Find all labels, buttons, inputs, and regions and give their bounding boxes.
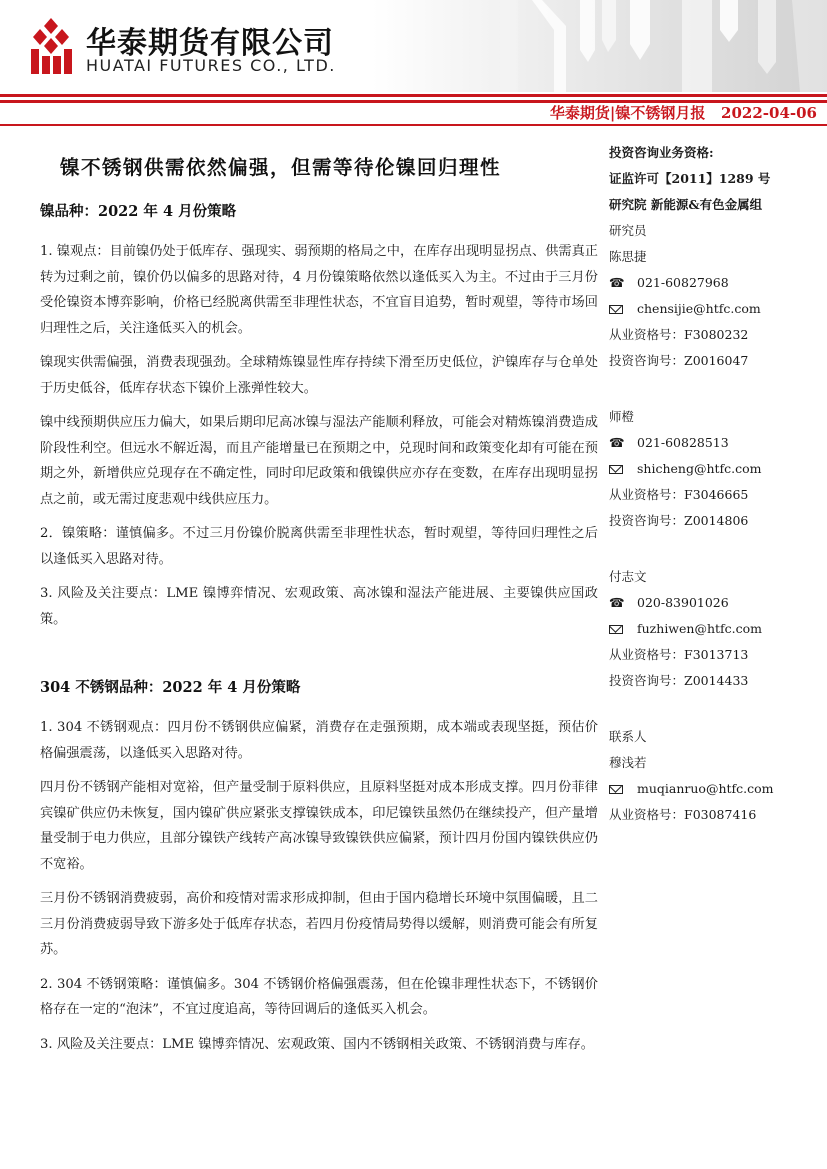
nickel-paragraph: 3. 风险及关注要点：LME 镍博弈情况、宏观政策、高冰镍和湿法产能进展、主要镍供应国政策。 bbox=[40, 586, 598, 627]
researcher-advisory: 投资咨询号： Z0014806 bbox=[609, 513, 749, 528]
researcher-cert: 从业资格号： F3013713 bbox=[609, 647, 749, 662]
email-icon bbox=[609, 465, 623, 474]
phone-icon: ☎ bbox=[609, 435, 625, 450]
brand-name-cn: 华泰期货有限公司 bbox=[86, 26, 334, 61]
stainless-paragraph: 四月份不锈钢产能相对宽裕，但产量受制于原料供应，且原料坚挺对成本形成支撑。四月份菲律宾镍矿供应仍未恢复，国内镍矿供应紧张支撑镍铁成本，印尼镍铁虽然仍在继续投产，但产量增量受制于电力供应，且部分镍铁产线转产高冰镍导致镍铁供应偏紧，预计四月份国内镍铁供应仍不宽裕。 bbox=[40, 780, 598, 872]
researcher-phone: ☎ 021-60827968 bbox=[609, 270, 819, 296]
stainless-paragraph: 三月份不锈钢消费疲弱，高价和疫情对需求形成抑制，但由于国内稳增长环境中氛围偏暖，且二三月份消费疲弱导致下游多处于低库存状态，若四月份疫情局势得以缓解，则消费可能会有所复苏。 bbox=[40, 891, 598, 957]
institute-name: 研究院 新能源&有色金属组 bbox=[609, 197, 763, 212]
researcher-phone: ☎ 020-83901026 bbox=[609, 590, 819, 616]
contact-label: 联系人 bbox=[609, 729, 647, 744]
main-content bbox=[40, 152, 598, 1066]
huatai-logo-icon bbox=[27, 18, 75, 74]
nickel-paragraph: 镍现实供需偏强，消费表现强劲。全球精炼镍显性库存持续下滑至历史低位，沪镍库存与仓单处于历史低谷，低库存状态下镍价上涨弹性较大。 bbox=[40, 355, 598, 396]
email-icon bbox=[609, 625, 623, 634]
nickel-paragraph: 2．镍策略：谨慎偏多。不过三月份镍价脱离供需至非理性状态，暂时观望，等待回归理性之后以逢低买入思路对待。 bbox=[40, 526, 598, 567]
email-link[interactable]: fuzhiwen@htfc.com bbox=[637, 621, 763, 636]
banner-rule-bottom bbox=[0, 124, 827, 126]
researcher-name: 付志文 bbox=[609, 569, 647, 584]
brand-name-en: HUATAI FUTURES CO., LTD. bbox=[86, 56, 336, 75]
researcher-role: 研究员 bbox=[609, 223, 647, 238]
contact-email bbox=[609, 776, 819, 802]
header bbox=[0, 0, 827, 92]
section-nickel-heading: 镍品种：2022 年 4 月份策略 bbox=[40, 203, 237, 220]
report-title: 镍不锈钢供需依然偏强，但需等待伦镍回归理性 bbox=[60, 156, 502, 179]
email-icon bbox=[609, 785, 623, 794]
researcher-advisory: 投资咨询号： Z0014433 bbox=[609, 673, 749, 688]
researcher-phone: ☎ 021-60828513 bbox=[609, 430, 819, 456]
researcher-cert: 从业资格号： F3046665 bbox=[609, 487, 749, 502]
email-icon bbox=[609, 305, 623, 314]
nickel-paragraph: 1. 镍观点：目前镍仍处于低库存、强现实、弱预期的格局之中，在库存出现明显拐点、供需真正转为过剩之前，镍价仍以偏多的思路对待，4 月份镍策略依然以逢低买入为主。不过由于三月份受伦镍资本博弈影响，价格已经脱离供需至非理性状态，不宜盲目追势，暂时观望，等待市场回归理性之后，关注逢低买入的机会。 bbox=[40, 244, 598, 336]
qualification-title: 投资咨询业务资格: bbox=[609, 145, 714, 160]
researcher-name: 师橙 bbox=[609, 409, 635, 424]
contact-name: 穆浅若 bbox=[609, 755, 647, 770]
analyst-sidebar bbox=[609, 140, 819, 828]
stainless-paragraph: 3. 风险及关注要点：LME 镍博弈情况、宏观政策、国内不锈钢相关政策、不锈钢消费与库存。 bbox=[40, 1036, 594, 1052]
stainless-paragraph: 2. 304 不锈钢策略：谨慎偏多。304 不锈钢价格偏强震荡，但在伦镍非理性状态下，不锈钢价格存在一定的“泡沫”，不宜过度追高，等待回调后的逢低买入机会。 bbox=[40, 976, 598, 1017]
license-number: 证监许可【2011】1289 号 bbox=[609, 171, 771, 186]
report-date: 2022-04-06 bbox=[721, 104, 817, 122]
report-type: 华泰期货|镍不锈钢月报 bbox=[549, 104, 706, 122]
researcher-email bbox=[609, 616, 819, 642]
email-link[interactable]: chensijie@htfc.com bbox=[637, 301, 761, 316]
phone-icon: ☎ bbox=[609, 275, 625, 290]
nickel-paragraph: 镍中线预期供应压力偏大，如果后期印尼高冰镍与湿法产能顺利释放，可能会对精炼镍消费造成阶段性利空。但远水不解近渴，而且产能增量已在预期之中，兑现时间和政策变化却有可能在预期之外，新增供应兑现存在不确定性，同时印尼政策和俄镍供应亦存在变数，在库存出现明显拐点之前，或无需过度悲观中线供应压力。 bbox=[40, 415, 598, 507]
researcher-name: 陈思捷 bbox=[609, 249, 647, 264]
contact-cert: 从业资格号： F03087416 bbox=[609, 807, 757, 822]
researcher-email bbox=[609, 456, 819, 482]
email-link[interactable]: muqianruo@htfc.com bbox=[637, 781, 774, 796]
banner-rule-top bbox=[0, 94, 827, 97]
researcher-cert: 从业资格号： F3080232 bbox=[609, 327, 749, 342]
header-decoration bbox=[420, 0, 827, 92]
section-stainless-heading: 304 不锈钢品种：2022 年 4 月份策略 bbox=[40, 679, 301, 696]
stainless-paragraph: 1. 304 不锈钢观点：四月份不锈钢供应偏紧，消费存在走强预期，成本端或表现坚挺，预估价格偏强震荡，以逢低买入思路对待。 bbox=[40, 720, 598, 761]
researcher-email bbox=[609, 296, 819, 322]
researcher-advisory: 投资咨询号： Z0016047 bbox=[609, 353, 749, 368]
report-banner bbox=[0, 94, 827, 126]
phone-icon: ☎ bbox=[609, 595, 625, 610]
report-label bbox=[550, 102, 817, 124]
email-link[interactable]: shicheng@htfc.com bbox=[637, 461, 762, 476]
